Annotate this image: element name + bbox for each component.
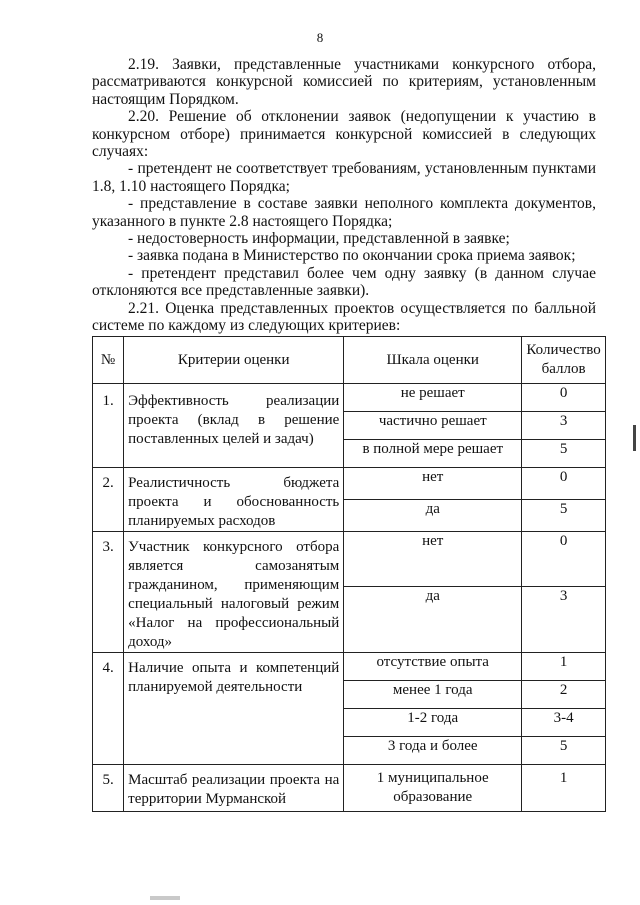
- reason-item: - заявка подана в Министерство по окончании срока приема заявок;: [128, 247, 576, 265]
- criterion-text: Наличие опыта и компетенций планируемой деятельности: [124, 653, 344, 765]
- paragraph-2-19: 2.19. Заявки, представленные участниками конкурсного отбора, рассматриваются конкурсной комиссией по критериям, установленным настоящим Порядком.: [92, 56, 596, 108]
- row-number: 5.: [93, 765, 124, 812]
- score-value: 1: [522, 653, 606, 681]
- page-number: 8: [316, 30, 324, 45]
- row-number: 2.: [93, 468, 124, 532]
- score-value: 5: [522, 440, 606, 468]
- score-value: 5: [522, 500, 606, 532]
- criterion-text: Реалистичность бюджета проекта и обоснованность планируемых расходов: [124, 468, 344, 532]
- scale-option: 1 муниципальное образование: [344, 765, 522, 812]
- scale-option: отсутствие опыта: [344, 653, 522, 681]
- document-body: [92, 56, 596, 335]
- reason-item: - представление в составе заявки неполного комплекта документов, указанного в пункте 2.8 настоящего Порядка;: [92, 195, 596, 230]
- scale-option: да: [344, 587, 522, 653]
- score-value: 2: [522, 681, 606, 709]
- scale-option: нет: [344, 532, 522, 587]
- scale-option: в полной мере решает: [344, 440, 522, 468]
- score-value: 1: [522, 765, 606, 812]
- scale-option: да: [344, 500, 522, 532]
- row-number: 4.: [93, 653, 124, 765]
- scan-bottom-fragment: [150, 896, 180, 900]
- scale-option: менее 1 года: [344, 681, 522, 709]
- row-number: 3.: [93, 532, 124, 653]
- criteria-table: [92, 336, 606, 812]
- score-value: 0: [522, 384, 606, 412]
- score-value: 3: [522, 587, 606, 653]
- paragraph-2-20: 2.20. Решение об отклонении заявок (недопущении к участию в конкурсном отборе) принимается конкурсной комиссией в следующих случаях:: [92, 108, 596, 161]
- header-num: №: [93, 337, 124, 384]
- reason-item: - претендент представил более чем одну заявку (в данном случае отклоняются все представленные заявки).: [92, 264, 596, 300]
- scale-option: 3 года и более: [344, 737, 522, 765]
- score-value: 3: [522, 412, 606, 440]
- criterion-text: Масштаб реализации проекта на территории Мурманской: [124, 765, 344, 812]
- scale-option: частично решает: [344, 412, 522, 440]
- header-score: Количество баллов: [522, 337, 606, 384]
- row-number: 1.: [93, 384, 124, 468]
- table-row: [93, 468, 606, 500]
- reason-item: - недостоверность информации, представленной в заявке;: [128, 230, 510, 248]
- header-scale: Шкала оценки: [344, 337, 522, 384]
- table-row: [93, 653, 606, 681]
- criterion-text: Эффективность реализации проекта (вклад в решение поставленных целей и задач): [124, 384, 344, 468]
- score-value: 5: [522, 737, 606, 765]
- table-row: [93, 765, 606, 812]
- scan-margin-mark: [633, 425, 636, 451]
- scale-option: 1-2 года: [344, 709, 522, 737]
- paragraph-2-21: 2.21. Оценка представленных проектов осуществляется по балльной системе по каждому из следующих критериев:: [92, 299, 596, 335]
- table-row: [93, 532, 606, 587]
- scale-option: нет: [344, 468, 522, 500]
- header-criteria: Критерии оценки: [124, 337, 344, 384]
- score-value: 0: [522, 468, 606, 500]
- score-value: 0: [522, 532, 606, 587]
- score-value: 3-4: [522, 709, 606, 737]
- table-header-row: [93, 337, 606, 384]
- scale-option: не решает: [344, 384, 522, 412]
- reason-item: - претендент не соответствует требованиям, установленным пунктами 1.8, 1.10 настоящего Порядка;: [92, 160, 596, 195]
- criterion-text: Участник конкурсного отбора является самозанятым гражданином, применяющим специальный налоговый режим «Налог на профессиональный доход»: [124, 532, 344, 653]
- table-row: [93, 384, 606, 412]
